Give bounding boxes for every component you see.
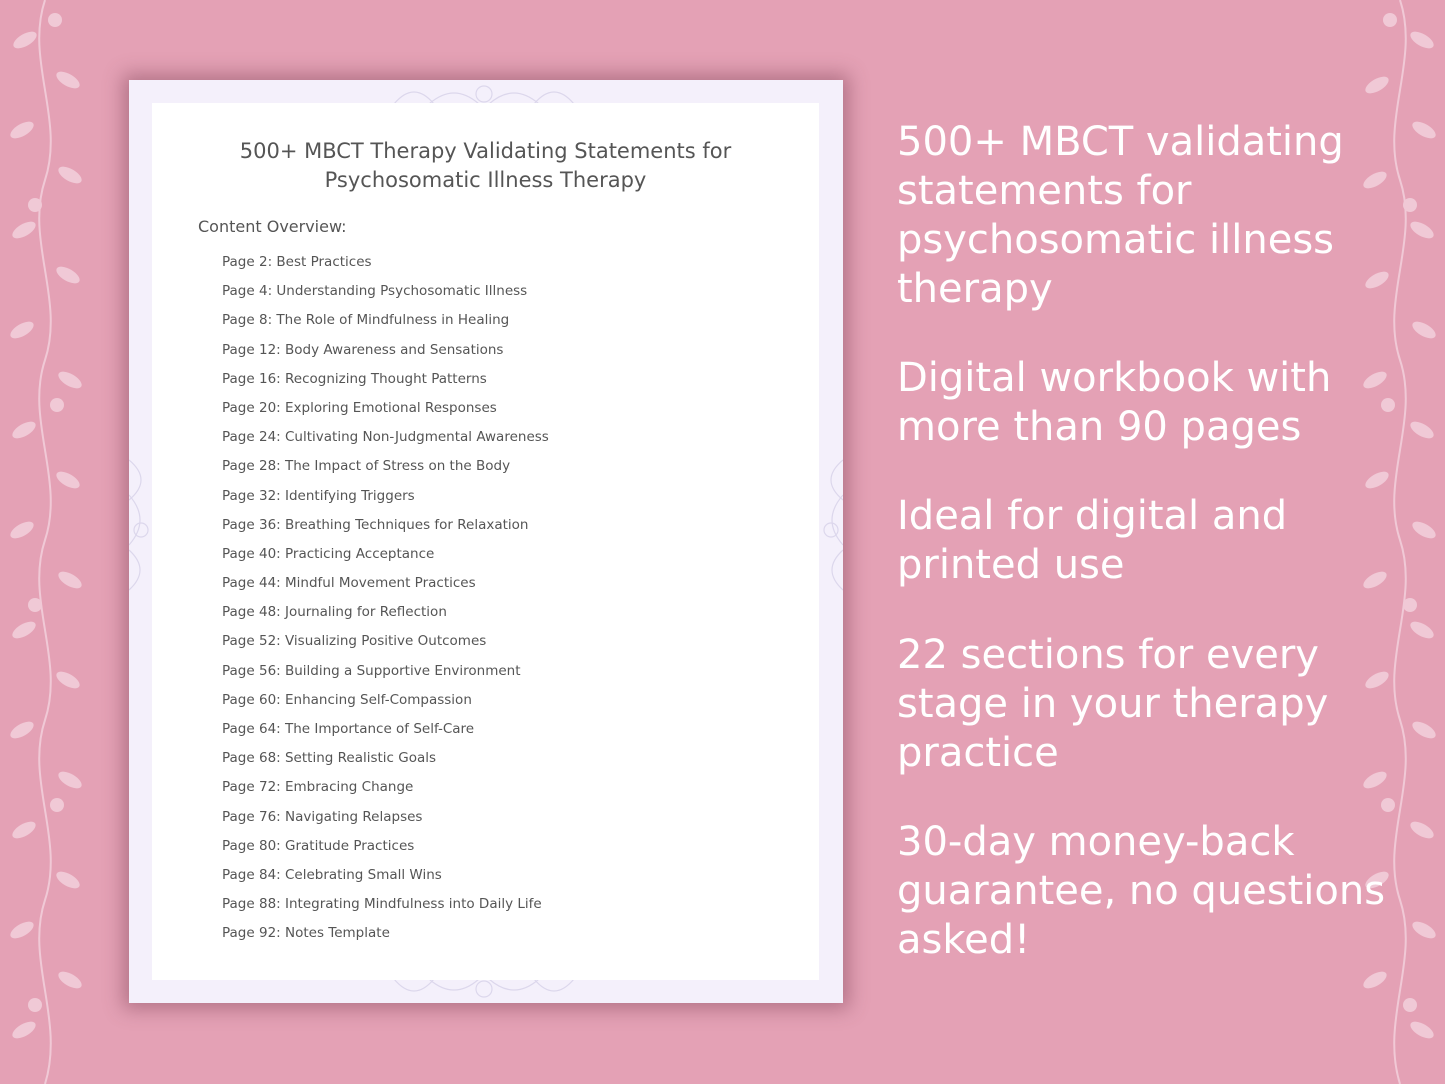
toc-item: Page 32: Identifying Triggers bbox=[222, 487, 415, 504]
toc-item: Page 12: Body Awareness and Sensations bbox=[222, 341, 504, 358]
feature-sections: 22 sections for every stage in your therapy practice bbox=[897, 632, 1329, 776]
toc-item: Page 68: Setting Realistic Goals bbox=[222, 750, 437, 767]
toc-item: Page 28: The Impact of Stress on the Body bbox=[222, 458, 511, 475]
toc-item: Page 8: The Role of Mindfulness in Healing bbox=[222, 312, 510, 329]
document-preview bbox=[129, 80, 843, 1003]
toc-item: Page 2: Best Practices bbox=[222, 254, 372, 270]
feature-guarantee: 30-day money-back guarantee, no questions asked! bbox=[897, 819, 1386, 963]
toc-item: Page 24: Cultivating Non-Judgmental Awareness bbox=[222, 429, 549, 446]
document-title-line1: 500+ MBCT Therapy Validating Statements for bbox=[239, 139, 732, 163]
mandala-left-icon bbox=[129, 450, 153, 610]
document-title bbox=[152, 137, 819, 195]
floral-vine-left-icon bbox=[0, 0, 95, 1084]
content-overview-label: Content Overview: bbox=[198, 217, 347, 236]
feature-page-count: Digital workbook with more than 90 pages bbox=[897, 355, 1332, 450]
toc-item: Page 80: Gratitude Practices bbox=[222, 837, 415, 854]
toc-item: Page 76: Navigating Relapses bbox=[222, 808, 423, 825]
toc-item: Page 40: Practicing Acceptance bbox=[222, 545, 435, 562]
toc-item: Page 44: Mindful Movement Practices bbox=[222, 575, 476, 592]
document-page bbox=[152, 103, 819, 980]
mandala-right-icon bbox=[819, 450, 843, 610]
toc-item: Page 56: Building a Supportive Environment bbox=[222, 662, 521, 679]
feature-usage: Ideal for digital and printed use bbox=[897, 493, 1288, 588]
toc-item: Page 64: The Importance of Self-Care bbox=[222, 721, 475, 737]
mandala-top-icon bbox=[384, 80, 584, 104]
toc-item: Page 84: Celebrating Small Wins bbox=[222, 866, 442, 883]
toc-item: Page 48: Journaling for Reflection bbox=[222, 604, 447, 621]
toc-item: Page 92: Notes Template bbox=[222, 925, 390, 942]
table-of-contents bbox=[222, 254, 549, 955]
toc-item: Page 72: Embracing Change bbox=[222, 779, 414, 796]
toc-item: Page 60: Enhancing Self-Compassion bbox=[222, 691, 472, 708]
toc-item: Page 88: Integrating Mindfulness into Daily Life bbox=[222, 896, 542, 913]
toc-item: Page 20: Exploring Emotional Responses bbox=[222, 399, 497, 416]
toc-item: Page 16: Recognizing Thought Patterns bbox=[222, 370, 487, 387]
toc-item: Page 4: Understanding Psychosomatic Illness bbox=[222, 283, 528, 300]
toc-item: Page 52: Visualizing Positive Outcomes bbox=[222, 633, 487, 650]
feature-statements: 500+ MBCT validating statements for psychosomatic illness therapy bbox=[897, 119, 1344, 312]
mandala-bottom-icon bbox=[384, 979, 584, 1003]
document-title-line2: Psychosomatic Illness Therapy bbox=[324, 168, 647, 192]
toc-item: Page 36: Breathing Techniques for Relaxation bbox=[222, 516, 529, 533]
